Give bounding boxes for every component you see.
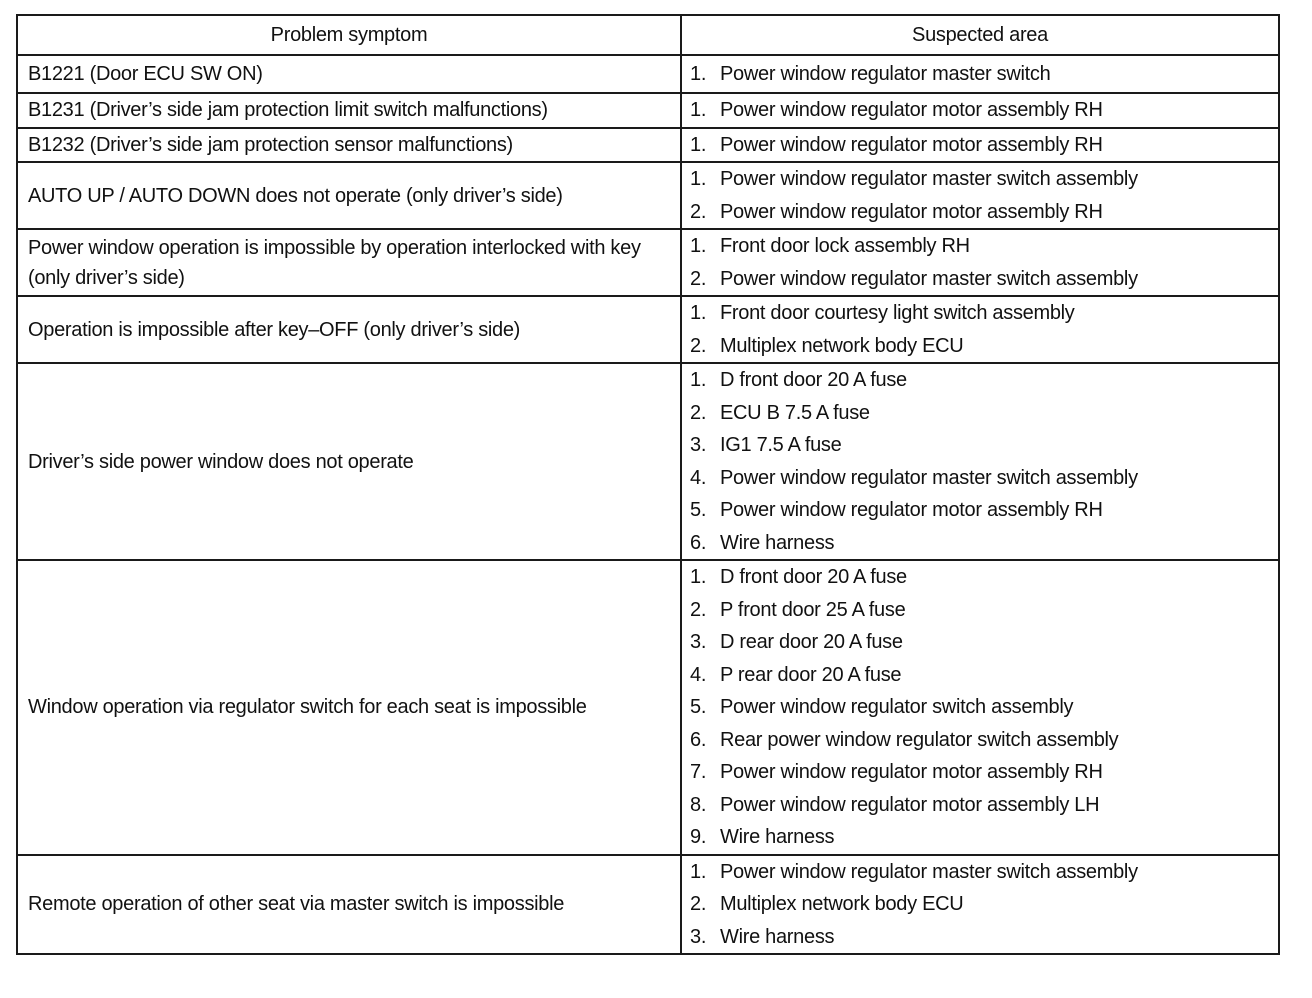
list-item-text: D front door 20 A fuse bbox=[720, 369, 907, 391]
table-row bbox=[17, 855, 1279, 955]
list-item-number: 1. bbox=[690, 99, 707, 121]
list-item-number: 1. bbox=[690, 860, 707, 883]
list-item-number: 8. bbox=[690, 793, 707, 816]
list-item bbox=[690, 58, 1270, 91]
suspected-area-list bbox=[690, 94, 1270, 127]
suspected-area-list bbox=[690, 129, 1270, 162]
list-item-text: Power window regulator motor assembly RH bbox=[720, 761, 1103, 783]
problem-symptom-cell: B1231 (Driver’s side jam protection limit switch malfunctions) bbox=[17, 93, 681, 128]
list-item-text: Wire harness bbox=[720, 531, 835, 554]
list-item bbox=[690, 789, 1270, 822]
list-item-text: Rear power window regulator switch assembly bbox=[720, 728, 1119, 751]
list-item-text: P front door 25 A fuse bbox=[720, 598, 906, 621]
list-item bbox=[690, 821, 1270, 854]
list-item bbox=[690, 494, 1270, 527]
list-item-text: Wire harness bbox=[720, 826, 835, 848]
list-item-number: 2. bbox=[690, 401, 707, 424]
list-item-text: Power window regulator master switch assembly bbox=[720, 466, 1138, 489]
list-item-text: IG1 7.5 A fuse bbox=[720, 434, 842, 456]
table-row bbox=[17, 128, 1279, 163]
list-item-number: 2. bbox=[690, 267, 707, 290]
list-item-number: 2. bbox=[690, 334, 707, 357]
list-item-text: Power window regulator motor assembly RH bbox=[720, 499, 1103, 521]
suspected-area-cell bbox=[681, 296, 1279, 363]
list-item-number: 6. bbox=[690, 728, 707, 751]
list-item bbox=[690, 921, 1270, 954]
list-item bbox=[690, 462, 1270, 495]
list-item bbox=[690, 724, 1270, 757]
list-item bbox=[690, 230, 1270, 263]
suspected-area-list bbox=[690, 230, 1270, 295]
list-item-number: 1. bbox=[690, 566, 707, 588]
problem-symptom-cell: AUTO UP / AUTO DOWN does not operate (only driver’s side) bbox=[17, 162, 681, 229]
list-item bbox=[690, 594, 1270, 627]
list-item-number: 9. bbox=[690, 826, 707, 848]
problem-symptom-cell: Operation is impossible after key–OFF (only driver’s side) bbox=[17, 296, 681, 363]
suspected-area-cell bbox=[681, 128, 1279, 163]
table-row bbox=[17, 560, 1279, 855]
list-item bbox=[690, 397, 1270, 430]
suspected-area-list bbox=[690, 561, 1270, 854]
list-item bbox=[690, 888, 1270, 921]
list-item bbox=[690, 626, 1270, 659]
list-item-number: 3. bbox=[690, 631, 707, 653]
table-row bbox=[17, 363, 1279, 560]
list-item bbox=[690, 856, 1270, 889]
list-item-text: Power window regulator motor assembly RH bbox=[720, 133, 1103, 156]
list-item-number: 6. bbox=[690, 531, 707, 554]
suspected-area-list bbox=[690, 58, 1270, 91]
problem-symptom-cell: Window operation via regulator switch for each seat is impossible bbox=[17, 560, 681, 855]
list-item bbox=[690, 364, 1270, 397]
list-item bbox=[690, 429, 1270, 462]
header-row bbox=[17, 15, 1279, 55]
list-item-text: Wire harness bbox=[720, 925, 835, 948]
list-item-number: 3. bbox=[690, 434, 707, 456]
suspected-area-list bbox=[690, 856, 1270, 954]
header-suspected-area: Suspected area bbox=[681, 15, 1279, 55]
suspected-area-list bbox=[690, 163, 1270, 228]
table-body bbox=[17, 55, 1279, 954]
list-item bbox=[690, 691, 1270, 724]
list-item bbox=[690, 263, 1270, 296]
list-item-text: Power window regulator master switch assembly bbox=[720, 267, 1138, 290]
suspected-area-cell bbox=[681, 55, 1279, 93]
suspected-area-cell bbox=[681, 93, 1279, 128]
list-item-number: 5. bbox=[690, 696, 707, 718]
suspected-area-list bbox=[690, 297, 1270, 362]
list-item-number: 5. bbox=[690, 499, 707, 521]
list-item-text: Multiplex network body ECU bbox=[720, 893, 964, 915]
list-item-text: D rear door 20 A fuse bbox=[720, 631, 903, 653]
problem-symptom-cell: Remote operation of other seat via master switch is impossible bbox=[17, 855, 681, 955]
list-item-number: 7. bbox=[690, 761, 707, 783]
list-item-number: 4. bbox=[690, 466, 707, 489]
list-item-text: Power window regulator motor assembly LH bbox=[720, 793, 1100, 816]
list-item-number: 1. bbox=[690, 62, 707, 85]
list-item bbox=[690, 196, 1270, 229]
suspected-area-list bbox=[690, 364, 1270, 559]
list-item bbox=[690, 527, 1270, 560]
list-item-number: 1. bbox=[690, 302, 707, 324]
list-item-number: 4. bbox=[690, 663, 707, 686]
suspected-area-cell bbox=[681, 855, 1279, 955]
list-item bbox=[690, 163, 1270, 196]
table-row bbox=[17, 162, 1279, 229]
list-item bbox=[690, 297, 1270, 330]
list-item-number: 2. bbox=[690, 598, 707, 621]
list-item-number: 1. bbox=[690, 133, 707, 156]
list-item bbox=[690, 94, 1270, 127]
list-item-text: Power window regulator master switch assembly bbox=[720, 168, 1138, 190]
problem-symptom-cell: Power window operation is impossible by operation interlocked with key (only driver’s side) bbox=[17, 229, 681, 296]
suspected-area-cell bbox=[681, 560, 1279, 855]
list-item-text: ECU B 7.5 A fuse bbox=[720, 401, 870, 424]
table-row bbox=[17, 296, 1279, 363]
list-item-text: Power window regulator master switch bbox=[720, 62, 1051, 85]
list-item-text: Multiplex network body ECU bbox=[720, 334, 964, 357]
list-item-text: P rear door 20 A fuse bbox=[720, 663, 902, 686]
table-row bbox=[17, 93, 1279, 128]
list-item-number: 2. bbox=[690, 200, 707, 223]
symptom-table bbox=[16, 14, 1280, 955]
list-item-number: 1. bbox=[690, 168, 707, 190]
list-item-number: 2. bbox=[690, 893, 707, 915]
problem-symptom-cell: Driver’s side power window does not operate bbox=[17, 363, 681, 560]
suspected-area-cell bbox=[681, 229, 1279, 296]
list-item bbox=[690, 659, 1270, 692]
list-item-text: Front door lock assembly RH bbox=[720, 235, 970, 257]
table-row bbox=[17, 55, 1279, 93]
list-item-text: Power window regulator motor assembly RH bbox=[720, 99, 1103, 121]
list-item-text: Power window regulator motor assembly RH bbox=[720, 200, 1103, 223]
list-item-text: Power window regulator master switch assembly bbox=[720, 860, 1138, 883]
list-item-number: 1. bbox=[690, 369, 707, 391]
problem-symptom-cell: B1232 (Driver’s side jam protection sensor malfunctions) bbox=[17, 128, 681, 163]
list-item-number: 3. bbox=[690, 925, 707, 948]
suspected-area-cell bbox=[681, 363, 1279, 560]
list-item-text: Power window regulator switch assembly bbox=[720, 696, 1074, 718]
list-item bbox=[690, 756, 1270, 789]
list-item bbox=[690, 561, 1270, 594]
list-item bbox=[690, 330, 1270, 363]
list-item-text: Front door courtesy light switch assembly bbox=[720, 302, 1075, 324]
problem-symptom-cell: B1221 (Door ECU SW ON) bbox=[17, 55, 681, 93]
table-row bbox=[17, 229, 1279, 296]
list-item-number: 1. bbox=[690, 235, 707, 257]
list-item bbox=[690, 129, 1270, 162]
suspected-area-cell bbox=[681, 162, 1279, 229]
header-problem-symptom: Problem symptom bbox=[17, 15, 681, 55]
list-item-text: D front door 20 A fuse bbox=[720, 566, 907, 588]
